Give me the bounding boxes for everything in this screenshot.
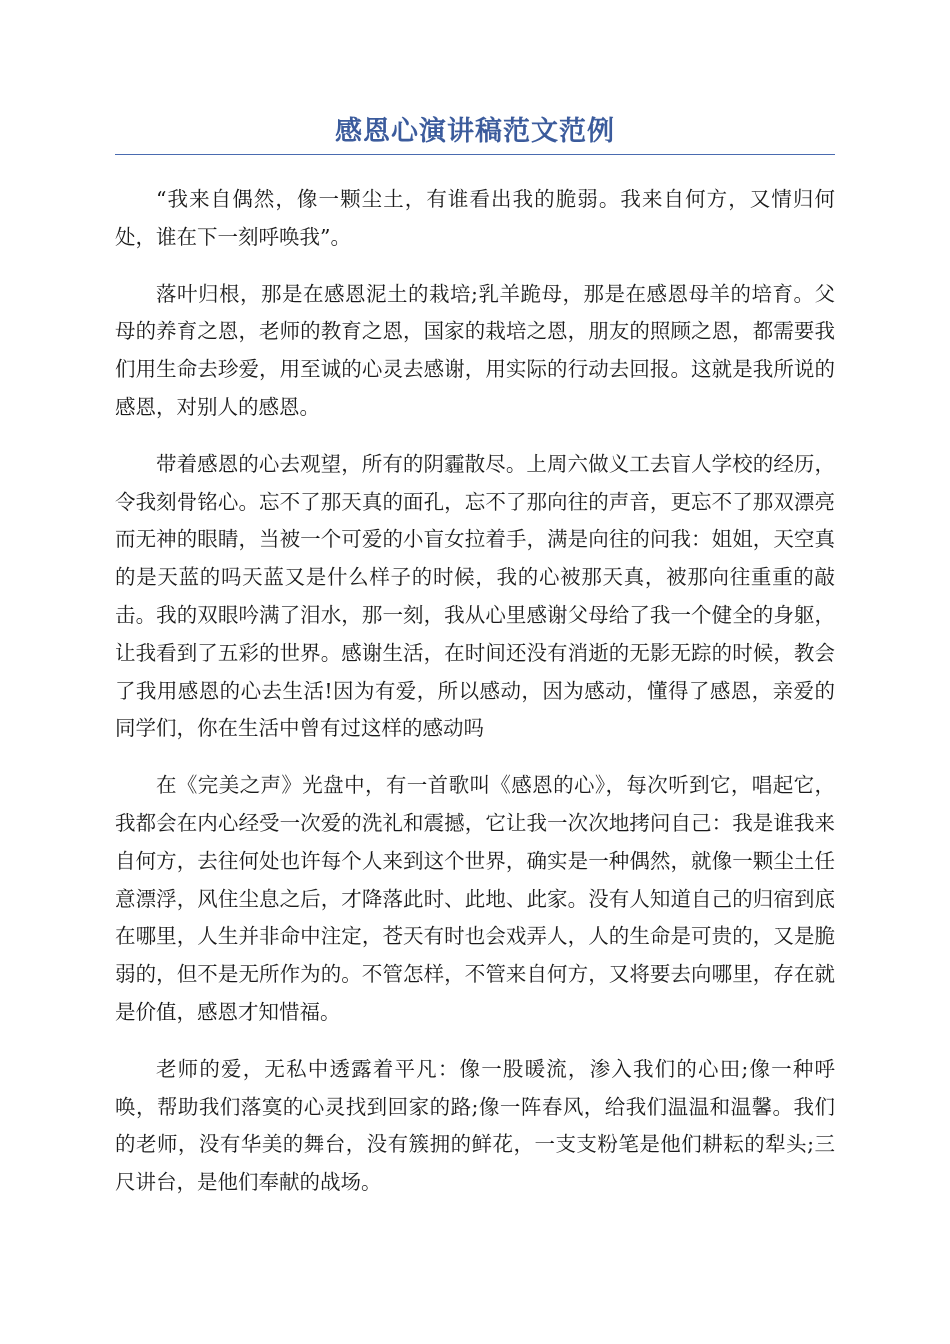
document-body [115,181,835,1202]
paragraph-5: 老师的爱，无私中透露着平凡：像一股暖流，渗入我们的心田;像一种呼唤，帮助我们落寞的心灵找到回家的路;像一阵春风，给我们温温和温馨。我们的老师，没有华美的舞台，没有簇拥的鲜花，一支支粉笔是他们耕耘的犁头;三尺讲台，是他们奉献的战场。 [115,1056,835,1195]
paragraph-2: 落叶归根，那是在感恩泥土的栽培;乳羊跪母，那是在感恩母羊的培育。父母的养育之恩，老师的教育之恩，国家的栽培之恩，朋友的照顾之恩，都需要我们用生命去珍爱，用至诚的心灵去感谢，用实际的行动去回报。这就是我所说的感恩，对别人的感恩。 [115,281,835,419]
paragraph-4: 在《完美之声》光盘中，有一首歌叫《感恩的心》，每次听到它，唱起它，我都会在内心经受一次爱的洗礼和震撼，它让我一次次地拷问自己：我是谁我来自何方，去往何处也许每个人来到这个世界，确实是一种偶然，就像一颗尘土任意漂浮，风住尘息之后，才降落此时、此地、此家。没有人知道自己的归宿到底在哪里，人生并非命中注定，苍天有时也会戏弄人，人的生命是可贵的，又是脆弱的，但不是无所作为的。不管怎样，不管来自何方，又将要去向哪里，存在就是价值，感恩才知惜福。 [115,773,835,1024]
paragraph-1: “我来自偶然，像一颗尘土，有谁看出我的脆弱。我来自何方，又情归何处，谁在下一刻呼唤我”。 [115,187,835,249]
paragraph-3: 带着感恩的心去观望，所有的阴霾散尽。上周六做义工去盲人学校的经历，令我刻骨铭心。忘不了那天真的面孔，忘不了那向往的声音，更忘不了那双漂亮而无神的眼睛，当被一个可爱的小盲女拉着手，满是向往的问我：姐姐，天空真的是天蓝的吗天蓝又是什么样子的时候，我的心被那天真，被那向往重重的敲击。我的双眼吟满了泪水，那一刻，我从心里感谢父母给了我一个健全的身躯，让我看到了五彩的世界。感谢生活，在时间还没有消逝的无影无踪的时候，教会了我用感恩的心去生活!因为有爱，所以感动，因为感动，懂得了感恩，亲爱的同学们，你在生活中曾有过这样的感动吗 [115,451,835,741]
document-title: 感恩心演讲稿范文范例 [335,116,615,147]
title-underline [115,154,835,155]
document-page [115,110,835,1221]
